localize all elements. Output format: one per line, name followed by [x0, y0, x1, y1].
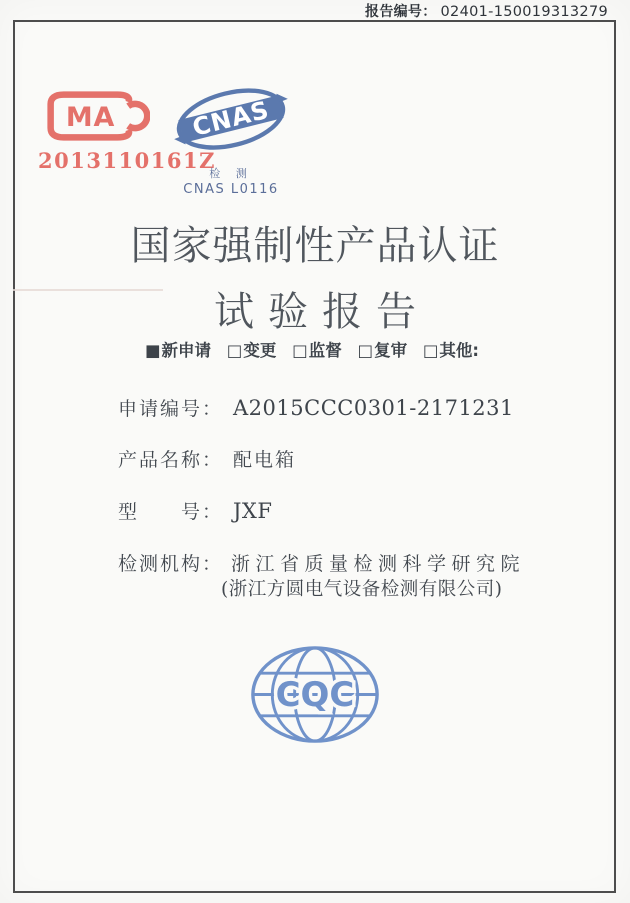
cnas-jiance-label: 检 测 — [209, 167, 253, 180]
option-label: 复审 — [374, 341, 408, 360]
cnas-logo-text: CNAS — [189, 95, 273, 142]
option-other — [423, 341, 479, 360]
option-review — [357, 341, 407, 360]
field-label: 检测机构： — [118, 553, 224, 575]
checkbox-unchecked-icon: □ — [226, 341, 243, 360]
field-model — [118, 497, 272, 524]
field-testing-organization — [118, 549, 525, 576]
option-change — [227, 341, 277, 360]
cma-logo-block — [38, 90, 216, 173]
cma-logo-icon — [46, 90, 150, 142]
testing-organization-line2: (浙江方圆电气设备检测有限公司) — [221, 579, 503, 600]
cqc-logo-icon — [249, 644, 381, 745]
cnas-logo-icon — [171, 80, 291, 160]
option-label: 变更 — [243, 341, 277, 360]
field-value: 浙江省质量检测科学研究院 — [231, 553, 526, 575]
cnas-logo-block — [168, 80, 294, 197]
field-label: 产品名称： — [118, 449, 224, 471]
field-label: 申请编号： — [118, 398, 224, 420]
scan-artifact-line — [13, 289, 163, 291]
option-label: 监督 — [308, 341, 342, 360]
cma-cert-number: 2013110161Z — [38, 148, 216, 173]
checkbox-unchecked-icon: □ — [292, 341, 308, 360]
field-value: JXF — [233, 499, 273, 523]
option-label: 新申请 — [161, 341, 212, 360]
field-label: 型 号： — [118, 501, 224, 523]
cqc-logo-text: CQC — [275, 675, 355, 716]
field-application-number — [118, 394, 514, 421]
checkbox-unchecked-icon: □ — [422, 341, 439, 360]
report-number-label: 报告编号： — [365, 4, 437, 20]
option-supervision — [292, 341, 342, 360]
report-number-line — [365, 1, 608, 21]
cnas-accreditation-number: CNAS L0116 — [183, 182, 279, 197]
cqc-logo-block — [248, 644, 382, 749]
option-label: 其他: — [439, 341, 480, 360]
field-value: A2015CCC0301-2171231 — [233, 396, 514, 420]
field-value: 配电箱 — [233, 449, 297, 471]
report-title-line2: 试验报告 — [214, 289, 430, 335]
field-product-name — [118, 445, 296, 472]
option-new-application — [145, 341, 211, 360]
report-number-value: 02401-150019313279 — [440, 4, 608, 20]
report-title-line1: 国家强制性产品认证 — [130, 223, 500, 269]
cma-logo-text: MA — [65, 102, 116, 134]
checkbox-unchecked-icon: □ — [357, 341, 374, 360]
checkbox-checked-icon: ■ — [144, 341, 161, 360]
application-type-options — [0, 337, 624, 361]
